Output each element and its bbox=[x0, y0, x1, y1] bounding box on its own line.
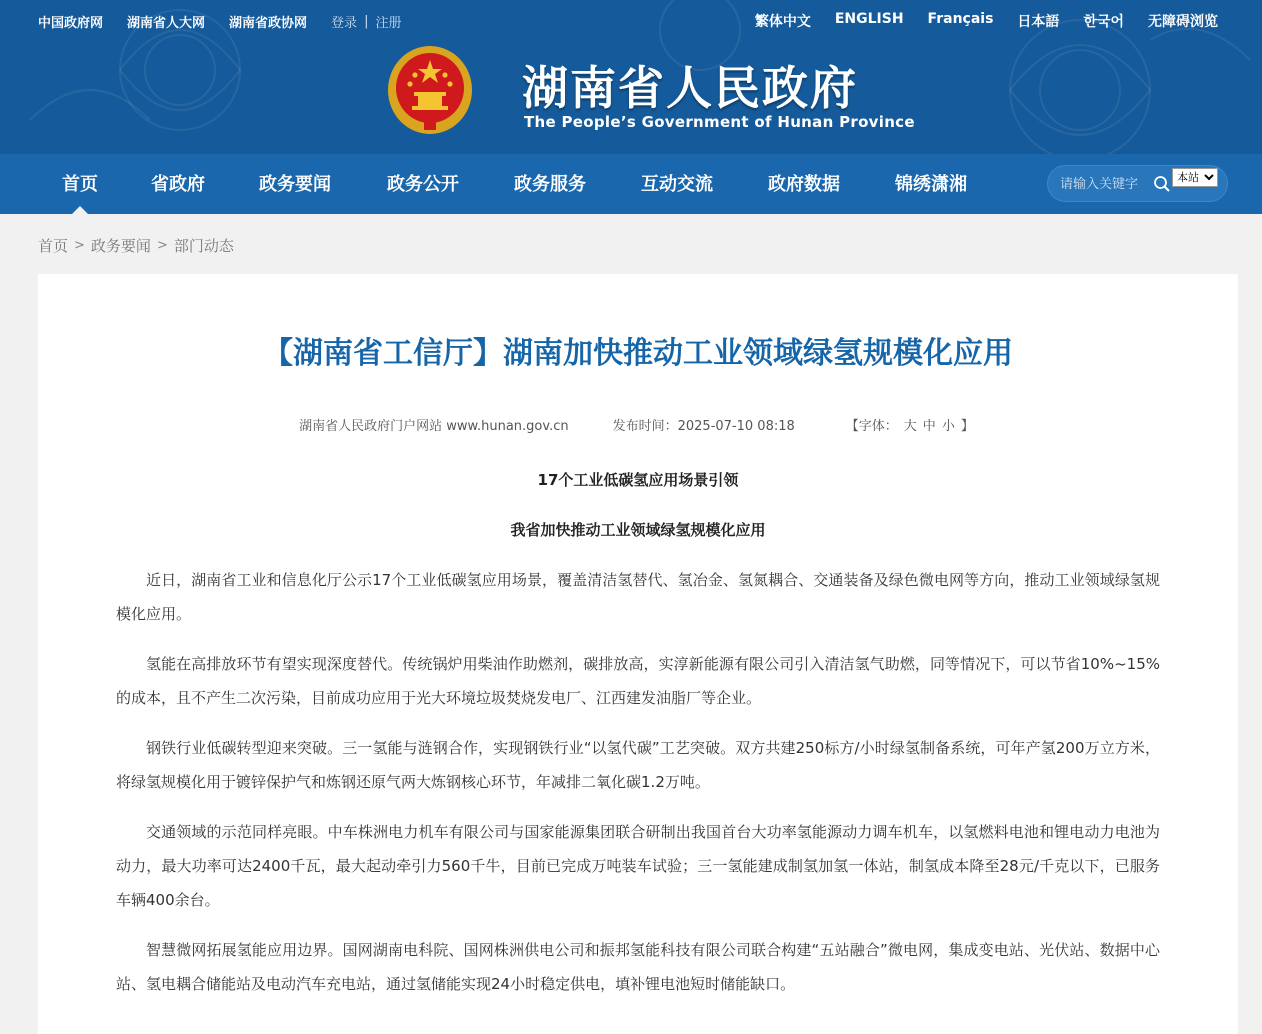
nav-hunan-scenery[interactable]: 锦绣潇湘 bbox=[895, 174, 967, 195]
article-paragraph-1: 近日，湖南省工业和信息化厅公示17个工业低碳氢应用场景，覆盖清洁氢替代、氢冶金、氢氮耦合、交通装备及绿色微电网等方向，推动工业领域绿氢规模化应用。 bbox=[116, 571, 1160, 623]
top-links bbox=[38, 12, 401, 31]
nav-gov-news[interactable]: 政务要闻 bbox=[259, 174, 331, 195]
breadcrumb-department-news[interactable]: 部门动态 bbox=[173, 237, 234, 255]
search-input[interactable] bbox=[1060, 174, 1154, 194]
site-header bbox=[0, 0, 1262, 154]
breadcrumb-home[interactable]: 首页 bbox=[38, 237, 69, 255]
article-card bbox=[38, 274, 1238, 1034]
search-icon[interactable] bbox=[1153, 175, 1171, 193]
site-name-cn: 湖南省人民政府 bbox=[522, 61, 858, 115]
breadcrumb bbox=[38, 235, 234, 256]
lang-english[interactable]: ENGLISH bbox=[834, 11, 904, 27]
article-paragraph-3: 钢铁行业低碳转型迎来突破。三一氢能与涟钢合作，实现钢铁行业“以氢代碳”工艺突破。双方共建250标方/小时绿氢制备系统，可年产氢200万立方米，将绿氢规模化用于镀锌保护气和炼钢还原气两大炼钢核心环节，年减排二氧化碳1.2万吨。 bbox=[116, 739, 1160, 791]
breadcrumb-gov-news[interactable]: 政务要闻 bbox=[90, 237, 151, 255]
publish-time: 2025-07-10 08:18 bbox=[677, 419, 795, 434]
nav-home[interactable]: 首页 bbox=[62, 154, 98, 214]
lang-korean[interactable]: 한국어 bbox=[1083, 14, 1124, 30]
font-size-switcher bbox=[843, 415, 977, 434]
publish-label: 发布时间： bbox=[612, 419, 678, 434]
lang-french[interactable]: Français bbox=[927, 11, 994, 27]
lang-traditional-chinese[interactable]: 繁体中文 bbox=[754, 14, 811, 30]
article-meta bbox=[38, 415, 1238, 434]
nav-gov-data[interactable]: 政府数据 bbox=[768, 174, 840, 195]
font-size-small[interactable]: 小 bbox=[941, 419, 955, 434]
site-name-en: The People’s Government of Hunan Province bbox=[524, 113, 915, 131]
font-size-close: 】 bbox=[960, 419, 974, 434]
nav-gov-services[interactable]: 政务服务 bbox=[514, 174, 586, 195]
article-subhead-1: 17个工业低碳氢应用场景引领 bbox=[537, 471, 739, 489]
font-size-large[interactable]: 大 bbox=[903, 419, 917, 434]
article-paragraph-4: 交通领域的示范同样亮眼。中车株洲电力机车有限公司与国家能源集团联合研制出我国首台大功率氢能源动力调车机车，以氢燃料电池和锂电动力电池为动力，最大功率可达2400千瓦，最大起动牵引力560千牛，目前已完成万吨装车试验；三一氢能建成制氢加氢一体站，制氢成本降至28元/千克以下，已服务车辆400余台。 bbox=[116, 823, 1160, 909]
article-source: 湖南省人民政府门户网站 www.hunan.gov.cn bbox=[299, 419, 569, 434]
article-paragraph-2: 氢能在高排放环节有望实现深度替代。传统锅炉用柴油作助燃剂，碳排放高，实淳新能源有限公司引入清洁氢气助燃，同等情况下，可以节省10%~15%的成本，且不产生二次污染，目前成功应用于光大环境垃圾焚烧发电厂、江西建发油脂厂等企业。 bbox=[116, 655, 1160, 707]
register-link[interactable]: 注册 bbox=[375, 16, 402, 31]
nav-provincial-gov[interactable]: 省政府 bbox=[151, 174, 205, 195]
article-paragraph-5: 智慧微网拓展氢能应用边界。国网湖南电科院、国网株洲供电公司和振邦氢能科技有限公司联合构建“五站融合”微电网，集成变电站、光伏站、数据中心站、氢电耦合储能站及电动汽车充电站，通过氢储能实现24小时稳定供电，填补锂电池短时储能缺口。 bbox=[116, 941, 1160, 993]
login-link[interactable]: 登录 bbox=[331, 16, 358, 31]
article-title: 【湖南省工信厅】湖南加快推动工业领域绿氢规模化应用 bbox=[263, 336, 1013, 371]
nav-interaction[interactable]: 互动交流 bbox=[641, 174, 713, 195]
link-hunan-cppcc[interactable]: 湖南省政协网 bbox=[229, 16, 308, 31]
language-links bbox=[731, 11, 1218, 31]
search-scope-select[interactable] bbox=[1172, 168, 1218, 187]
account-separator: | bbox=[364, 14, 369, 29]
nav-gov-disclosure[interactable]: 政务公开 bbox=[387, 174, 459, 195]
link-hunan-npc[interactable]: 湖南省人大网 bbox=[127, 16, 206, 31]
font-size-open: 【字体： bbox=[845, 419, 898, 434]
accessibility-link[interactable]: 无障碍浏览 bbox=[1148, 14, 1218, 30]
lang-japanese[interactable]: 日本語 bbox=[1017, 14, 1060, 30]
search-box bbox=[1047, 165, 1228, 202]
national-emblem-icon bbox=[386, 44, 474, 138]
publish-info bbox=[613, 415, 795, 434]
breadcrumb-separator: > bbox=[74, 238, 85, 253]
font-size-medium[interactable]: 中 bbox=[922, 419, 936, 434]
breadcrumb-separator: > bbox=[156, 238, 168, 253]
article-subhead-2: 我省加快推动工业领域绿氢规模化应用 bbox=[510, 521, 766, 539]
link-china-gov[interactable]: 中国政府网 bbox=[38, 16, 104, 31]
